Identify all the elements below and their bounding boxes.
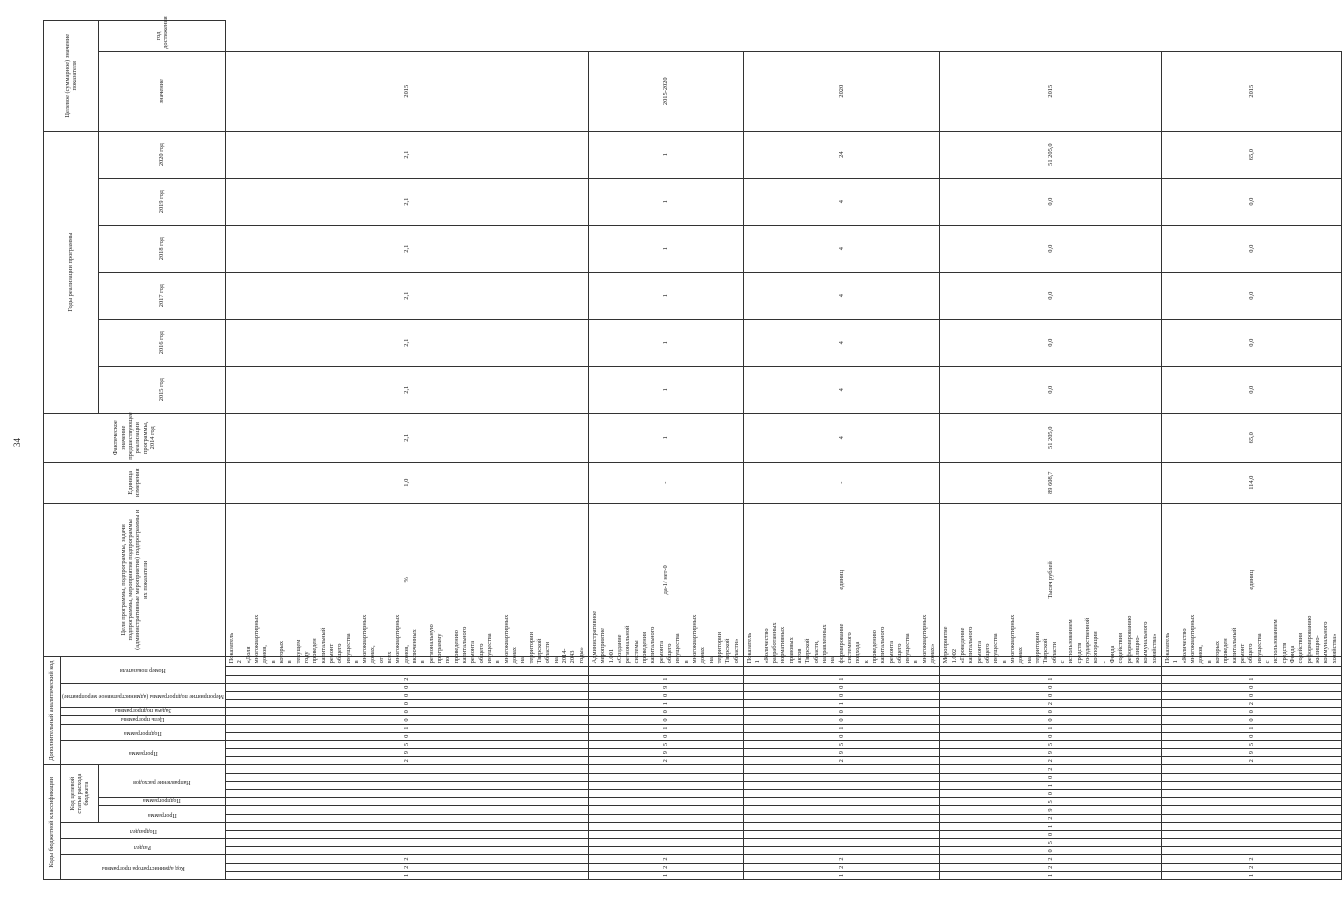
analytic-code-header: Дополнительный аналитический код xyxy=(44,656,61,764)
analytic-code-digit: 0 xyxy=(225,708,588,716)
achieve-year: 2015 xyxy=(1162,51,1342,131)
budget-code-digit xyxy=(1162,847,1342,855)
year-value: 1 xyxy=(589,178,744,225)
analytic-code-digit: 5 xyxy=(940,740,1162,748)
subsection-header: Подраздел xyxy=(61,822,226,838)
year-value: 0,0 xyxy=(940,272,1162,319)
subprog-task-header: Задача подпрограммы xyxy=(61,708,226,716)
budget-code-digit xyxy=(589,814,744,822)
budget-code-digit xyxy=(743,830,940,838)
analytic-code-digit: 2 xyxy=(940,757,1162,765)
analytic-code-digit: 0 xyxy=(743,732,940,740)
budget-code-digit xyxy=(589,830,744,838)
analytic-code-digit: 9 xyxy=(1162,749,1342,757)
year-value: 4 xyxy=(743,225,940,272)
analytic-code-digit: 2 xyxy=(743,757,940,765)
indicator-unit: % xyxy=(225,503,588,656)
budget-code-digit xyxy=(225,822,588,830)
indicator-description: Показатель 1 «Количество многоквартирных домов, в которых проведен капитальный ремонт общего имущества с использованием средств Фонда содействия реформированию жилищно-коммунального хозяйства» xyxy=(1162,656,1342,666)
budget-code-digit: 5 xyxy=(940,839,1162,847)
base-year-header: Фактическое значение предшествующее реализации программы, 2014 год xyxy=(44,413,226,462)
budget-code-digit xyxy=(1162,765,1342,773)
budget-code-digit xyxy=(225,798,588,806)
year-value: 4 xyxy=(743,413,940,462)
year-value: 1 xyxy=(589,272,744,319)
analytic-code-digit: 0 xyxy=(589,708,744,716)
indicator-unit: единиц xyxy=(1162,503,1342,656)
admin-code-digit: 2 xyxy=(940,855,1162,863)
indicator-unit: единиц xyxy=(743,503,940,656)
analytic-code-digit: 0 xyxy=(589,716,744,724)
budget-code-digit xyxy=(225,847,588,855)
target-group-header: Целевое (суммарное) значение показателя xyxy=(44,21,99,132)
year-value: 0,0 xyxy=(940,319,1162,366)
indicator-description: Показатель 2 «Доля многоквартирных домов, в которых в текущем году проведен капитальный ремонт общего имущества в многоквартирных домах, от всех многоквартирных домов, включенных в региональную программу по проведению капитального ремонта общего имущества в многоквартирных домах на территории Тверской области на 2014-2043 годы» xyxy=(225,656,588,666)
budget-code-digit xyxy=(589,822,744,830)
indicator-unit: Тысяч рублей xyxy=(940,503,1162,656)
year-value: 4 xyxy=(743,319,940,366)
analytic-code-digit: 0 xyxy=(743,691,940,699)
indicator-description: Административное мероприятие 1.001 «Создание региональной системы проведения капитального ремонта общего имущества в многоквартирных домах на территории Тверской области» xyxy=(589,656,744,666)
year-2016-header: 2016 год xyxy=(99,319,226,366)
table-row xyxy=(743,21,940,880)
analytic-code-digit: 0 xyxy=(1162,716,1342,724)
admin-code-digit: 2 xyxy=(589,855,744,863)
analytic-code-digit: 0 xyxy=(225,700,588,708)
analytic-code-digit: 1 xyxy=(743,675,940,683)
analytic-code-digit: 5 xyxy=(589,740,744,748)
budget-code-digit xyxy=(589,765,744,773)
analytic-code-digit: 2 xyxy=(225,675,588,683)
analytic-code-digit: 1 xyxy=(225,724,588,732)
analytic-code-digit: 9 xyxy=(940,749,1162,757)
analytic-code-digit: 1 xyxy=(743,700,940,708)
year-2015-header: 2015 год xyxy=(99,366,226,413)
analytic-code-digit: 5 xyxy=(1162,740,1342,748)
budget-code-digit: 0 xyxy=(940,830,1162,838)
base-year-value: 114,0 xyxy=(1162,462,1342,503)
analytic-code-digit: 1 xyxy=(940,724,1162,732)
year-value: 2,1 xyxy=(225,178,588,225)
achieve-year: 2015 xyxy=(225,51,588,131)
admin-code-digit: 2 xyxy=(589,863,744,871)
table-row xyxy=(589,21,744,880)
subprog-activity-header: Мероприятие подпрограммы (административное мероприятие) xyxy=(61,683,226,708)
value-header: значение xyxy=(99,51,226,131)
target-value: 51 205,0 xyxy=(940,131,1162,178)
analytic-code-digit: 0 xyxy=(940,708,1162,716)
indicator-unit: да-1/ нет-0 xyxy=(589,503,744,656)
year-value: 0,0 xyxy=(1162,272,1342,319)
admin-code-digit: 1 xyxy=(1162,871,1342,879)
year-value: 2,1 xyxy=(225,225,588,272)
budget-code-digit: 2 xyxy=(940,814,1162,822)
analytic-code-digit: 5 xyxy=(225,740,588,748)
budget-code-digit xyxy=(225,790,588,798)
year-value: 1 xyxy=(589,366,744,413)
year-value: 4 xyxy=(743,272,940,319)
admin-code-digit: 1 xyxy=(940,871,1162,879)
target-value: 1 xyxy=(589,131,744,178)
budget-code-digit xyxy=(743,839,940,847)
budget-code-digit xyxy=(589,798,744,806)
year-value: 0,0 xyxy=(1162,178,1342,225)
table-row xyxy=(1162,21,1342,880)
budget-code-digit xyxy=(589,839,744,847)
analytic-code-digit: 1 xyxy=(589,724,744,732)
analytic-code-digit: 0 xyxy=(225,732,588,740)
analytic-code-digit: 0 xyxy=(743,708,940,716)
analytic-code-digit: 2 xyxy=(225,757,588,765)
year-2020-header: 2020 год xyxy=(99,131,226,178)
budget-code-digit: 9 xyxy=(940,806,1162,814)
budget-code-digit: 5 xyxy=(940,798,1162,806)
achieve-year: 2015-2020 xyxy=(589,51,744,131)
admin-code-digit: 2 xyxy=(225,855,588,863)
achieve-year: 2015 xyxy=(940,51,1162,131)
budget-code-digit xyxy=(1162,781,1342,789)
year-value: 65,0 xyxy=(1162,413,1342,462)
budget-code-digit xyxy=(1162,798,1342,806)
indicator-number xyxy=(940,667,1162,675)
year-value: 0,0 xyxy=(940,366,1162,413)
budget-code-digit xyxy=(225,781,588,789)
analytic-code-digit: 0 xyxy=(1162,683,1342,691)
budget-code-digit xyxy=(225,765,588,773)
analytic-code-digit: 0 xyxy=(1162,732,1342,740)
budget-code-digit xyxy=(743,847,940,855)
analytic-code-digit: 0 xyxy=(225,716,588,724)
page-number: 34 xyxy=(12,438,22,447)
budget-code-digit: 1 xyxy=(940,822,1162,830)
budget-code-digit xyxy=(743,765,940,773)
achieve-year-header: год достижения xyxy=(99,21,226,52)
admin-code-header: Код администратора программы xyxy=(61,855,226,880)
indicator-description: Мероприятие 1.002 «Проведение капитального ремонта общего имущества в многоквартирных домах на территории Тверской области с использованием средств государственной корпорации - Фонда содействия реформированию жилищно-коммунального хозяйства» xyxy=(940,656,1162,666)
budget-code-digit xyxy=(589,781,744,789)
budget-code-digit xyxy=(1162,822,1342,830)
an-program-header: Программа xyxy=(61,740,226,765)
analytic-code-digit: 0 xyxy=(225,691,588,699)
analytic-code-digit: 2 xyxy=(940,700,1162,708)
budget-code-digit xyxy=(1162,773,1342,781)
target-value: 24 xyxy=(743,131,940,178)
section-header: Раздел xyxy=(61,839,226,855)
indicator-number xyxy=(743,667,940,675)
year-2017-header: 2017 год xyxy=(99,272,226,319)
analytic-code-digit: 0 xyxy=(940,732,1162,740)
base-year-value: - xyxy=(589,462,744,503)
analytic-code-digit: 9 xyxy=(225,749,588,757)
an-subprogram-header: Подпрограмма xyxy=(61,724,226,740)
analytic-code-digit: 9 xyxy=(589,749,744,757)
budget-code-digit xyxy=(1162,806,1342,814)
indicator-description: Показатель 1 «Количество разработанных нормативных правовых актов Тверской области, направленных на формирование системного подхода к проведению капитального ремонта общего имущества в многоквартирных домах» xyxy=(743,656,940,666)
budget-code-digit xyxy=(743,790,940,798)
year-value: 2,1 xyxy=(225,319,588,366)
analytic-code-digit: 0 xyxy=(940,691,1162,699)
year-value: 0,0 xyxy=(1162,366,1342,413)
analytic-code-digit: 1 xyxy=(589,675,744,683)
admin-code-digit: 2 xyxy=(940,863,1162,871)
indicator-number xyxy=(589,667,744,675)
year-value: 51 205,0 xyxy=(940,413,1162,462)
subprogram-code-header: Подпрограмма xyxy=(99,798,226,806)
target-article-header: Код целевой статьи расхода бюджета xyxy=(61,765,99,822)
analytic-code-digit: 0 xyxy=(743,716,940,724)
year-value: 4 xyxy=(743,366,940,413)
year-value: 2,1 xyxy=(225,272,588,319)
budget-code-digit: 2 xyxy=(940,765,1162,773)
table-row xyxy=(940,21,1162,880)
indicator-num-header: Номер показателя xyxy=(61,656,226,683)
analytic-code-digit: 2 xyxy=(1162,757,1342,765)
budget-code-digit xyxy=(225,830,588,838)
program-code-header: Программа xyxy=(99,806,226,822)
analytic-code-digit: 1 xyxy=(940,675,1162,683)
analytic-code-digit: 1 xyxy=(743,724,940,732)
analytic-code-digit: 0 xyxy=(940,683,1162,691)
budget-code-digit xyxy=(743,822,940,830)
budget-code-digit xyxy=(225,806,588,814)
achieve-year: 2020 xyxy=(743,51,940,131)
analytic-code-digit: 0 xyxy=(225,683,588,691)
budget-code-digit: 1 xyxy=(940,781,1162,789)
admin-code-digit: 2 xyxy=(743,863,940,871)
budget-code-digit xyxy=(589,773,744,781)
budget-code-digit xyxy=(743,781,940,789)
table-row xyxy=(225,21,588,880)
admin-code-digit: 2 xyxy=(1162,855,1342,863)
budget-code-digit xyxy=(589,847,744,855)
budget-code-digit xyxy=(589,806,744,814)
admin-code-digit: 1 xyxy=(225,871,588,879)
budget-code-digit xyxy=(225,773,588,781)
base-year-value: - xyxy=(743,462,940,503)
analytic-code-digit: 0 xyxy=(1162,691,1342,699)
admin-code-digit: 1 xyxy=(743,871,940,879)
admin-code-digit: 2 xyxy=(743,855,940,863)
budget-code-digit xyxy=(225,814,588,822)
target-value: 2,1 xyxy=(225,131,588,178)
admin-code-digit: 2 xyxy=(1162,863,1342,871)
budget-code-digit: 0 xyxy=(940,773,1162,781)
budget-code-digit: 0 xyxy=(940,790,1162,798)
analytic-code-digit: 2 xyxy=(589,757,744,765)
target-value: 65,0 xyxy=(1162,131,1342,178)
budget-code-digit xyxy=(225,839,588,847)
budget-code-digit xyxy=(589,790,744,798)
indicator-number xyxy=(1162,667,1342,675)
budget-code-digit xyxy=(743,814,940,822)
year-2018-header: 2018 год xyxy=(99,225,226,272)
prog-goal-header: Цель программы xyxy=(61,716,226,724)
analytic-code-digit: 1 xyxy=(1162,675,1342,683)
year-value: 0,0 xyxy=(1162,319,1342,366)
year-value: 0,0 xyxy=(940,225,1162,272)
admin-code-digit: 2 xyxy=(225,863,588,871)
goals-header: Цели программы, подпрограммы, задачи подпрограммы, мероприятия подпрограммы (административные мероприятия) подпрограммы и их показатели xyxy=(44,503,226,656)
analytic-code-digit: 1 xyxy=(589,700,744,708)
unit-header: Единица измерения xyxy=(44,462,226,503)
budget-code-digit xyxy=(1162,839,1342,847)
budget-code-digit xyxy=(1162,814,1342,822)
base-year-value: 89 608,7 xyxy=(940,462,1162,503)
indicator-number xyxy=(225,667,588,675)
analytic-code-digit: 0 xyxy=(1162,708,1342,716)
budget-code-digit xyxy=(743,806,940,814)
year-value: 2,1 xyxy=(225,413,588,462)
analytic-code-digit: 9 xyxy=(743,749,940,757)
budget-code-digit xyxy=(743,773,940,781)
analytic-code-digit: 0 xyxy=(743,683,940,691)
program-indicators-table xyxy=(43,16,1342,880)
year-value: 1 xyxy=(589,319,744,366)
analytic-code-digit: 2 xyxy=(1162,700,1342,708)
analytic-code-digit: 0 xyxy=(589,732,744,740)
rotated-table-page xyxy=(43,16,1338,880)
year-2019-header: 2019 год xyxy=(99,178,226,225)
year-value: 4 xyxy=(743,178,940,225)
expense-dir-header: Направление расходов xyxy=(99,765,226,798)
analytic-code-digit: 0 xyxy=(940,716,1162,724)
budget-code-digit xyxy=(743,798,940,806)
year-value: 0,0 xyxy=(940,178,1162,225)
base-year-value: 1,0 xyxy=(225,462,588,503)
budget-class-header: Коды бюджетной классификации xyxy=(44,765,61,880)
analytic-code-digit: 5 xyxy=(743,740,940,748)
year-value: 1 xyxy=(589,413,744,462)
year-value: 1 xyxy=(589,225,744,272)
analytic-code-digit: 9 xyxy=(589,683,744,691)
admin-code-digit: 1 xyxy=(589,871,744,879)
analytic-code-digit: 0 xyxy=(589,691,744,699)
budget-code-digit: 0 xyxy=(940,847,1162,855)
years-group-header: Годы реализации программы xyxy=(44,131,99,413)
budget-code-digit xyxy=(1162,830,1342,838)
budget-code-digit xyxy=(1162,790,1342,798)
year-value: 2,1 xyxy=(225,366,588,413)
year-value: 0,0 xyxy=(1162,225,1342,272)
analytic-code-digit: 1 xyxy=(1162,724,1342,732)
